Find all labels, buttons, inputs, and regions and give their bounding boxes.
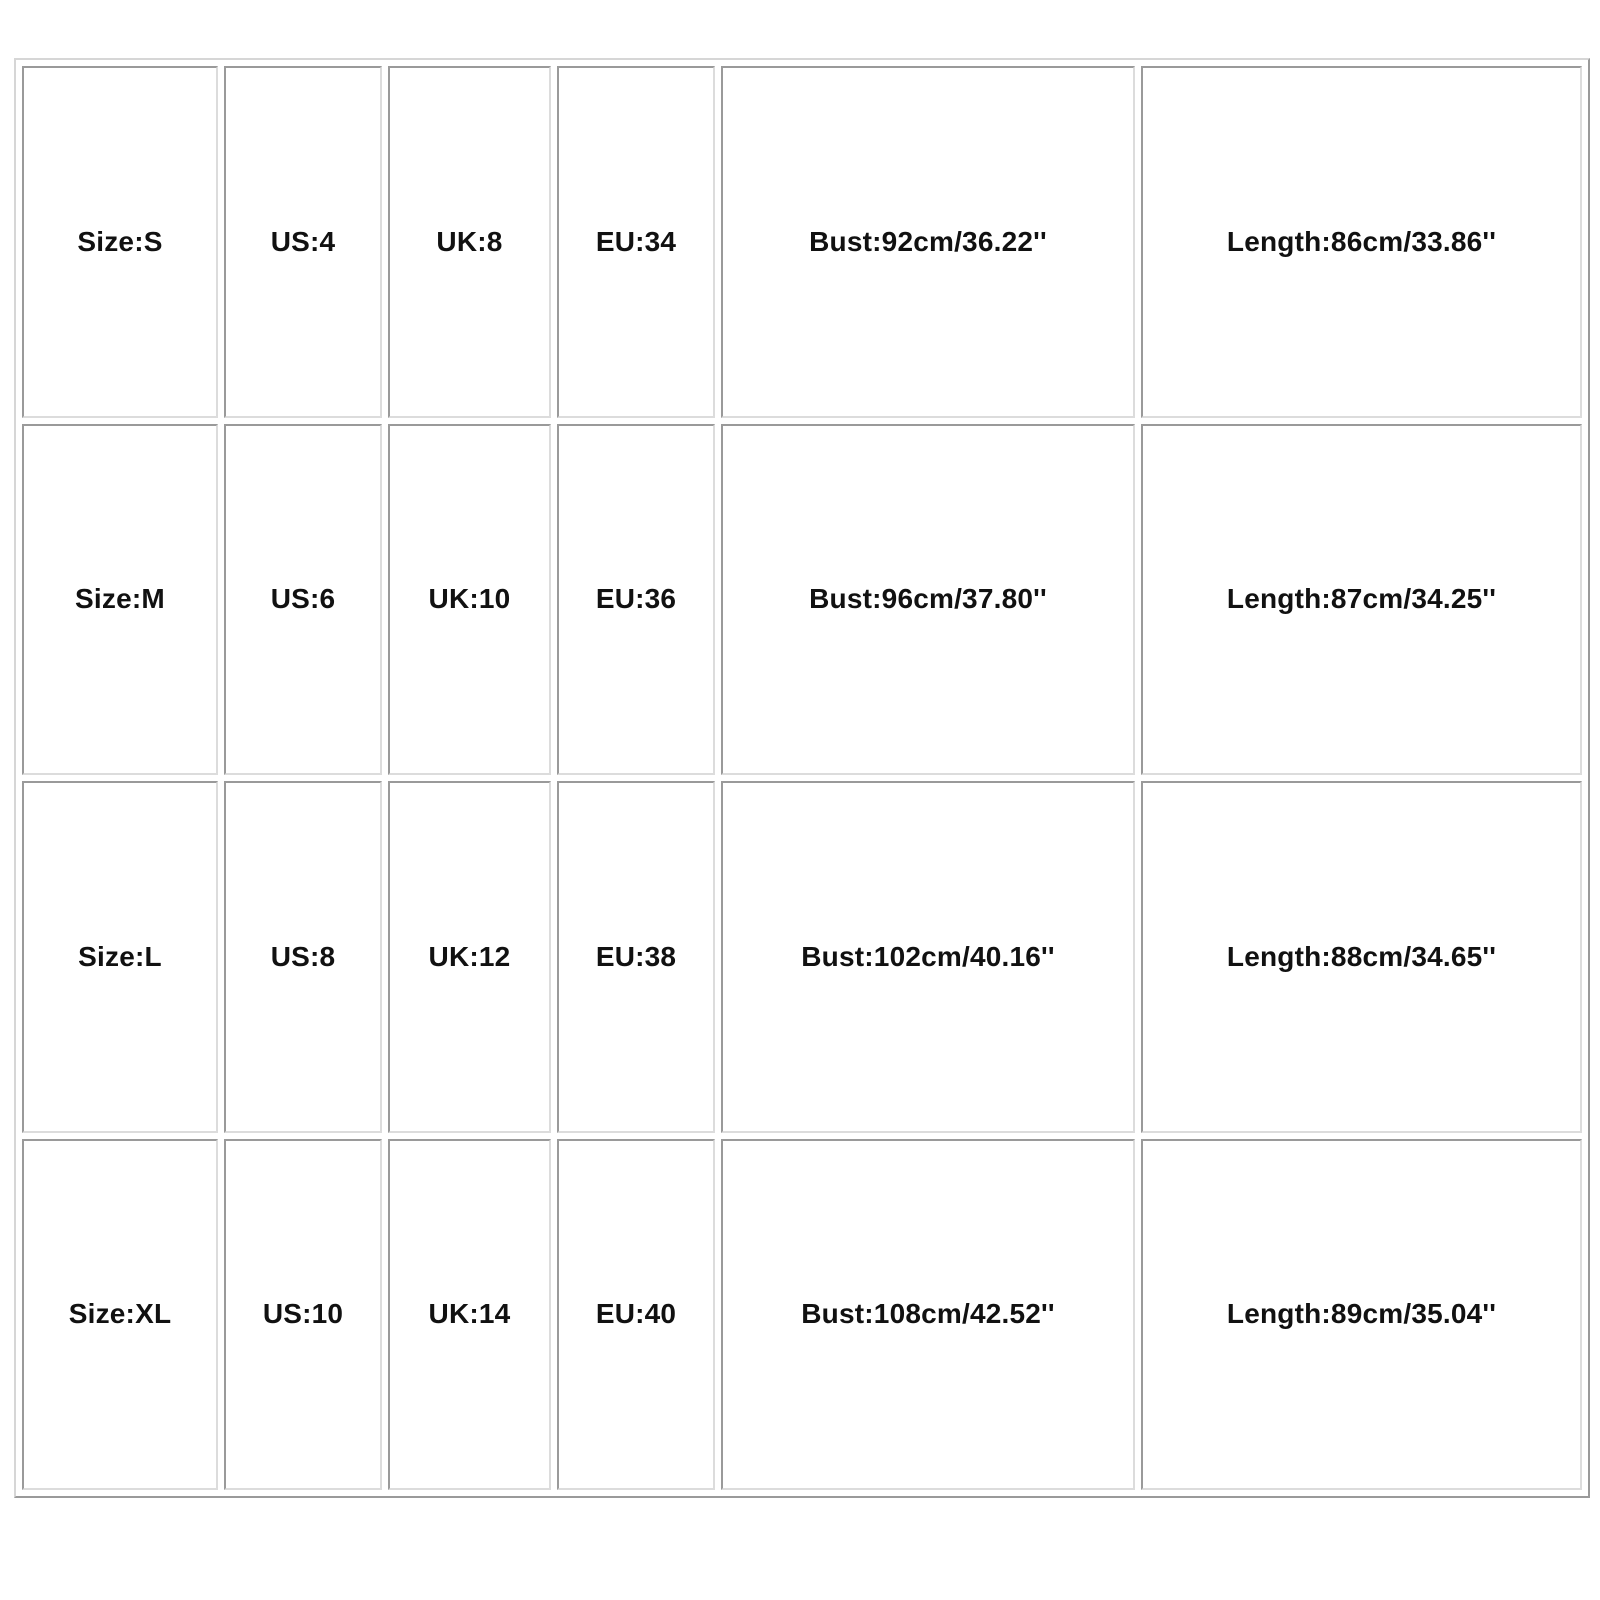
uk-size-cell: UK:10	[388, 424, 551, 776]
us-size-cell: US:8	[224, 781, 382, 1133]
us-size-cell: US:6	[224, 424, 382, 776]
bust-cell: Bust:92cm/36.22''	[721, 66, 1135, 418]
us-size-cell: US:10	[224, 1139, 382, 1491]
uk-size-cell: UK:8	[388, 66, 551, 418]
us-size-cell: US:4	[224, 66, 382, 418]
size-row-xl	[22, 1139, 1582, 1491]
size-cell: Size:M	[22, 424, 218, 776]
length-cell: Length:89cm/35.04''	[1141, 1139, 1582, 1491]
uk-size-cell: UK:14	[388, 1139, 551, 1491]
size-cell: Size:XL	[22, 1139, 218, 1491]
bust-cell: Bust:102cm/40.16''	[721, 781, 1135, 1133]
eu-size-cell: EU:40	[557, 1139, 715, 1491]
bust-cell: Bust:96cm/37.80''	[721, 424, 1135, 776]
length-cell: Length:88cm/34.65''	[1141, 781, 1582, 1133]
size-row-l	[22, 781, 1582, 1133]
length-cell: Length:86cm/33.86''	[1141, 66, 1582, 418]
eu-size-cell: EU:36	[557, 424, 715, 776]
eu-size-cell: EU:38	[557, 781, 715, 1133]
eu-size-cell: EU:34	[557, 66, 715, 418]
size-cell: Size:L	[22, 781, 218, 1133]
bust-cell: Bust:108cm/42.52''	[721, 1139, 1135, 1491]
size-row-s	[22, 66, 1582, 418]
length-cell: Length:87cm/34.25''	[1141, 424, 1582, 776]
size-cell: Size:S	[22, 66, 218, 418]
size-row-m	[22, 424, 1582, 776]
uk-size-cell: UK:12	[388, 781, 551, 1133]
size-chart-table	[14, 58, 1590, 1498]
